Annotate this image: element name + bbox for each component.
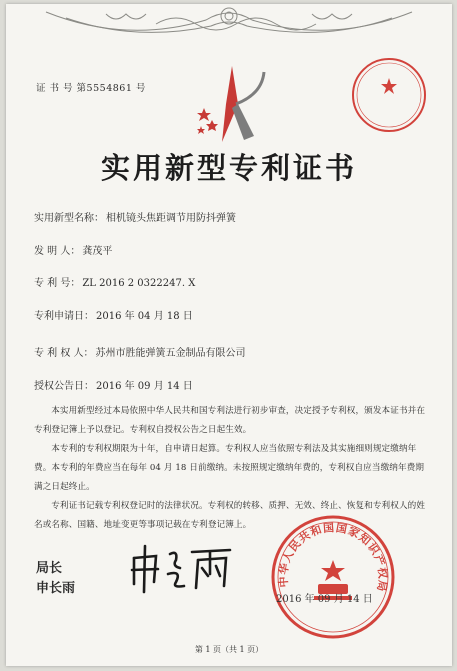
director-name: 申长雨 (36, 581, 76, 596)
field-value: 相机镜头焦距调节用防抖弹簧 (106, 213, 236, 224)
field-label: 专 利 号： (34, 278, 81, 289)
body-paragraph: 专利证书记载专利权登记时的法律状况。专利权的转移、质押、无效、终止、恢复和专利权人的姓名或名称、国籍、地址变更等事项记载在专利登记簿上。 (34, 501, 426, 530)
field-value: 2016 年 09 月 14 日 (96, 381, 193, 392)
page-footer: 第 1 页（共 1 页） (194, 645, 264, 654)
seal-text: 中华人民共和国国家知识产权局 (276, 521, 390, 594)
field-label: 专利申请日： (34, 311, 94, 322)
director-title: 局长 (36, 561, 63, 576)
field-value: 苏州市胜能弹簧五金制品有限公司 (95, 348, 246, 359)
official-seal-icon (268, 512, 398, 642)
field-patentee (34, 344, 246, 359)
field-inventor (34, 242, 112, 257)
field-label: 专 利 权 人： (34, 348, 94, 359)
field-label: 实用新型名称： (34, 213, 104, 224)
director-block (36, 559, 75, 599)
certificate-paper (6, 4, 452, 666)
certificate-title: 实用新型专利证书 (100, 151, 357, 185)
field-value: 龚茂平 (82, 246, 113, 257)
field-label: 授权公告日： (34, 381, 94, 392)
field-value: ZL 2016 2 0322247. X (82, 278, 196, 289)
cnipa-logo-icon (192, 64, 268, 144)
body-paragraph: 本专利的专利权期限为十年，自申请日起算。专利权人应当依照专利法及其实施细则规定缴纳年费。本专利的年费应当在每年 04 月 18 日前缴纳。未按照规定缴纳年费的，专利权自应当缴纳年费期满之日起终止。 (34, 444, 425, 492)
seal-date: 2016 年 09 月 14 日 (276, 594, 373, 605)
field-utility-model-name (34, 209, 236, 224)
field-patent-number (34, 274, 195, 289)
body-paragraph: 本实用新型经过本局依照中华人民共和国专利法进行初步审查，决定授予专利权，颁发本证书并在专利登记簿上予以登记。专利权自授权公告之日起生效。 (34, 406, 426, 435)
field-application-date (34, 307, 193, 322)
certificate-number: 证 书 号 第5554861 号 (36, 83, 146, 94)
field-value: 2016 年 04 月 18 日 (96, 311, 193, 322)
field-label: 发 明 人： (34, 246, 81, 257)
printing-seal-icon (350, 56, 428, 134)
director-signature (126, 540, 236, 594)
field-grant-date (34, 377, 193, 392)
